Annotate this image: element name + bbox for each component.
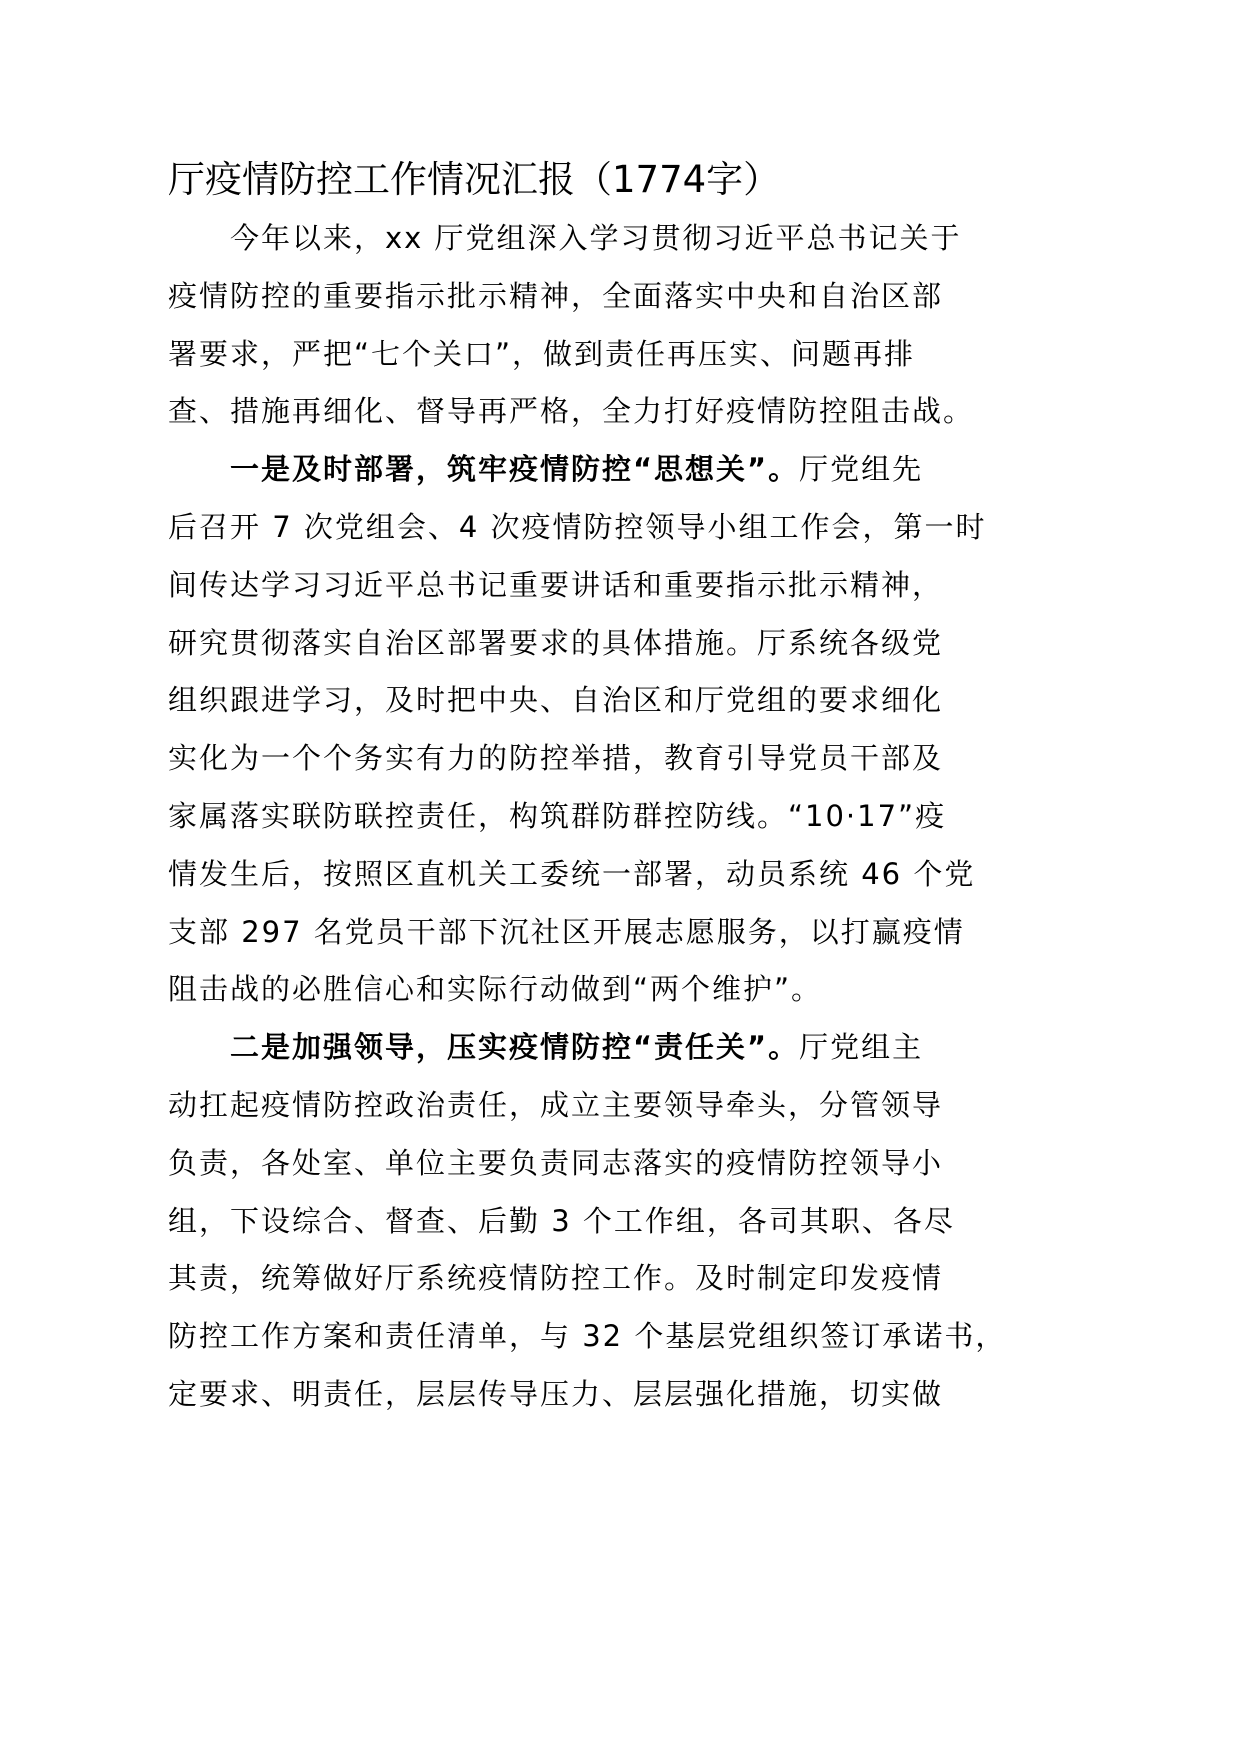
- line-text: 负责，各处室、单位主要负责同志落实的疫情防控领导小: [168, 1145, 944, 1180]
- line-text: 组织跟进学习，及时把中央、自治区和厅党组的要求细化: [168, 683, 944, 718]
- text-line: [168, 904, 965, 962]
- text-line: [168, 210, 962, 268]
- line-text: 今年以来，xx 厅党组深入学习贯彻习近平总书记关于: [230, 221, 962, 255]
- text-line: [168, 326, 958, 384]
- line-text: 研究贯彻落实自治区部署要求的具体措施。厅系统各级党: [168, 625, 944, 660]
- line-text: 厅党组主: [799, 1030, 924, 1065]
- text-line: [168, 615, 958, 673]
- paragraph-intro: [168, 210, 975, 441]
- section-heading: 一是及时部署，筑牢疫情防控“思想关”。: [230, 452, 800, 487]
- text-line: [168, 672, 958, 730]
- text-line: [168, 961, 958, 1019]
- text-line: [168, 441, 958, 499]
- line-text: 家属落实联防联控责任，构筑群防群控防线。“10·17”疫: [168, 798, 947, 833]
- text-line: [168, 1077, 958, 1135]
- text-line: [168, 268, 958, 326]
- line-text: 情发生后，按照区直机关工委统一部署，动员系统 46 个党: [168, 856, 976, 891]
- line-text: 定要求、明责任，层层传导压力、层层强化措施，切实做: [168, 1376, 944, 1411]
- line-text: 署要求，严把“七个关口”，做到责任再压实、问题再排: [168, 336, 916, 371]
- section-heading: 二是加强领导，压实疫情防控“责任关”。: [230, 1030, 800, 1065]
- line-text: 支部 297 名党员干部下沉社区开展志愿服务，以打赢疫情: [168, 914, 965, 949]
- document-title: 厅疫情防控工作情况汇报（1774字）: [168, 158, 781, 201]
- text-line: [168, 499, 987, 557]
- line-text: 动扛起疫情防控政治责任，成立主要领导牵头，分管领导: [168, 1087, 944, 1122]
- paragraph-section-1: [168, 441, 987, 1019]
- line-text: 后召开 7 次党组会、4 次疫情防控领导小组工作会，第一时: [168, 509, 987, 544]
- line-text: 其责，统筹做好厅系统疫情防控工作。及时制定印发疫情: [168, 1261, 944, 1296]
- line-text: 防控工作方案和责任清单，与 32 个基层党组织签订承诺书，: [168, 1319, 1007, 1354]
- line-text: 阻击战的必胜信心和实际行动做到“两个维护”。: [168, 972, 823, 1007]
- text-line: [168, 1193, 958, 1251]
- text-line: [168, 1250, 958, 1308]
- line-text: 间传达学习习近平总书记重要讲话和重要指示批示精神，: [168, 567, 944, 602]
- line-text: 组，下设综合、督查、后勤 3 个工作组，各司其职、各尽: [168, 1203, 955, 1238]
- paragraph-section-2: [168, 1019, 1007, 1424]
- line-text: 查、措施再细化、督导再严格，全力打好疫情防控阻击战。: [168, 394, 975, 429]
- document-body: [168, 210, 1007, 1424]
- text-line: [168, 730, 958, 788]
- line-text: 实化为一个个务实有力的防控举措，教育引导党员干部及: [168, 741, 944, 776]
- text-line: [168, 1135, 958, 1193]
- text-line: [168, 1019, 958, 1077]
- text-line: [168, 788, 958, 846]
- text-line: [168, 1366, 958, 1424]
- line-text: 疫情防控的重要指示批示精神，全面落实中央和自治区部: [168, 278, 944, 313]
- text-line: [168, 1308, 1007, 1366]
- text-line: [168, 383, 975, 441]
- text-line: [168, 557, 958, 615]
- text-line: [168, 846, 976, 904]
- line-text: 厅党组先: [799, 452, 924, 487]
